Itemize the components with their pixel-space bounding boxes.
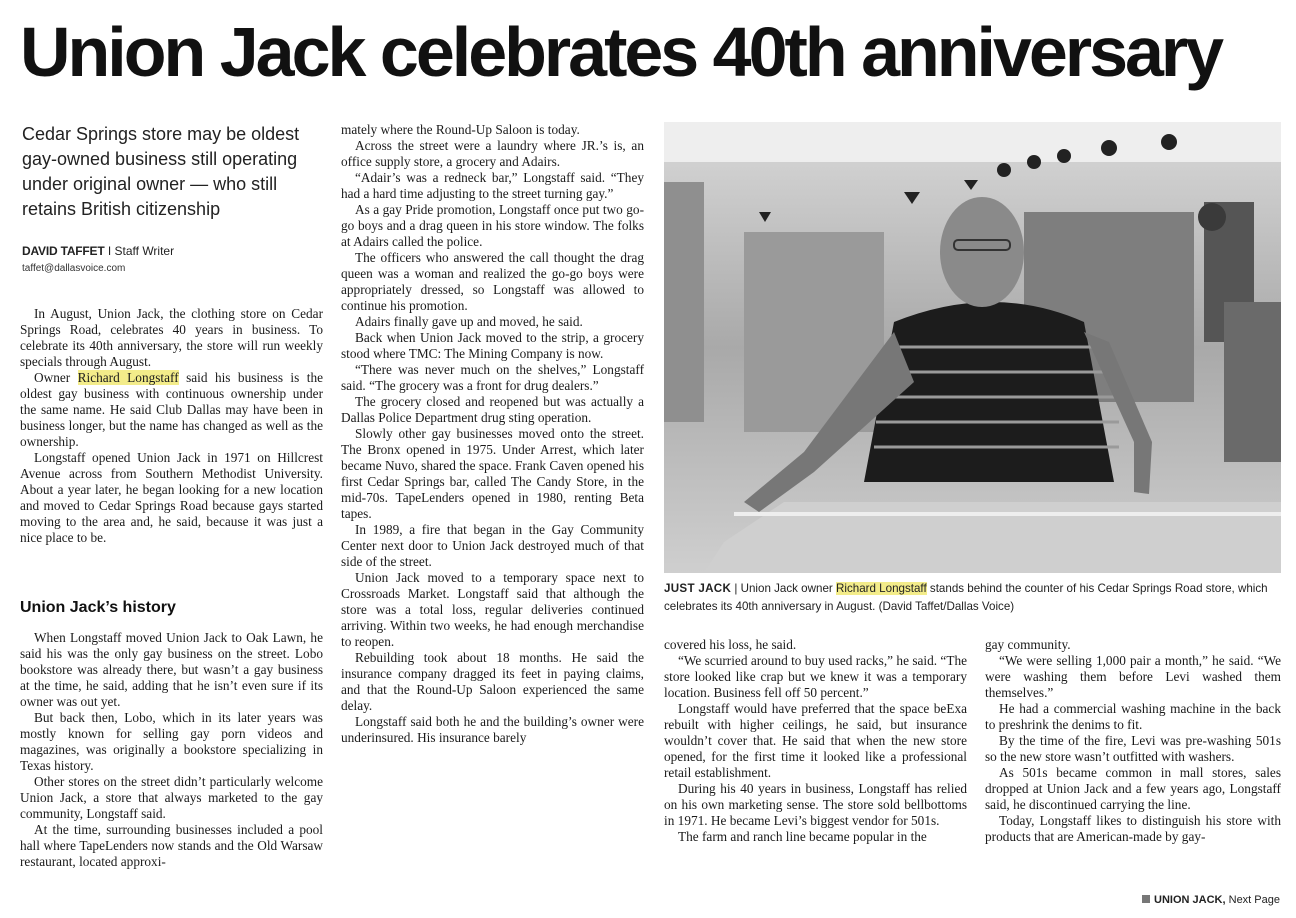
paragraph: covered his loss, he said. <box>664 637 797 652</box>
jump-text: Next Page <box>1228 894 1280 906</box>
paragraph: The grocery closed and reopened but was actually a Dallas Police Department drug sting operation. <box>341 394 644 425</box>
left-wall <box>664 182 704 422</box>
paragraph: Back when Union Jack moved to the strip, a grocery stood where TMC: The Mining Company is now. <box>341 330 644 361</box>
paragraph: gay community. <box>985 637 1071 652</box>
caption-lead: JUST JACK <box>664 582 732 595</box>
paragraph: “We scurried around to buy used racks,” he said. “The store looked like crap but we knew it was a temporary location. Business fell off 50 percent.” <box>664 653 967 700</box>
photo <box>664 122 1281 573</box>
paragraph: The officers who answered the call thought the drag queen was a woman and realized the go-go boys were appropriately dressed, so Longstaff was allowed to continue his promotion. <box>341 250 644 313</box>
paragraph: In August, Union Jack, the clothing store on Cedar Springs Road, celebrates 40 years in business. To celebrate its 40th anniversary, the store will run weekly specials through August. <box>20 306 323 369</box>
column-2 <box>341 122 644 746</box>
byline <box>22 240 174 276</box>
headline: Union Jack celebrates 40th anniversary <box>20 13 1222 91</box>
paragraph: Longstaff would have preferred that the space beExa rebuilt with higher ceilings, he said, but insurance wouldn’t cover that. He said that when the new store opened, for the first time it looked like a professional retail establishment. <box>664 701 967 780</box>
paragraph: By the time of the fire, Levi was pre-washing 501s so the new store wasn’t outfitted with washers. <box>985 733 1281 764</box>
paragraph <box>20 370 323 450</box>
paragraph: “We were selling 1,000 pair a month,” he said. “We were washing them before Levi washed them themselves.” <box>985 653 1281 700</box>
paragraph: At the time, surrounding businesses included a pool hall where TapeLenders now stands and the Old Warsaw restaurant, located approxi- <box>20 822 323 869</box>
store-photo <box>664 122 1281 573</box>
highlighted-name: Richard Longstaff <box>836 582 927 595</box>
subhead: Union Jack’s history <box>20 599 176 616</box>
paragraph: Rebuilding took about 18 months. He said the insurance company dragged its feet in paying claims, and that the Round-Up Saloon experienced the same delay. <box>341 650 644 713</box>
text: said his business is the oldest gay business with continuous ownership under the same name. He said Club Dallas may have been in business longer, but the name has changed as well as the ownership. <box>20 370 323 449</box>
paragraph: mately where the Round-Up Saloon is today. <box>341 122 580 137</box>
mannequin-head <box>1198 203 1226 231</box>
paragraph: Across the street were a laundry where JR.’s is, an office supply store, a grocery and Adairs. <box>341 138 644 169</box>
paragraph: Union Jack moved to a temporary space next to Crossroads Market. Longstaff said that although the store was a total loss, regular deliveries continued arriving. Within two weeks, he had enough merchandise to reopen. <box>341 570 644 649</box>
paragraph: Today, Longstaff likes to distinguish his store with products that are American-made by gay- <box>985 813 1281 844</box>
paragraph: He had a commercial washing machine in the back to preshrink the denims to fit. <box>985 701 1281 732</box>
byline-separator: I <box>107 244 112 258</box>
paragraph: But back then, Lobo, which in its later years was mostly known for selling gay porn videos and magazines, was originally a bookstore specializing in Texas history. <box>20 710 323 773</box>
highlighted-name: Richard Longstaff <box>77 370 179 385</box>
caption-separator: | <box>734 582 738 595</box>
byline-email[interactable]: taffet@dallasvoice.com <box>22 263 126 274</box>
clothing-rack-right <box>1224 302 1281 462</box>
column-4 <box>985 637 1281 845</box>
paragraph: As a gay Pride promotion, Longstaff once put two go-go boys and a drag queen in his store window. The folks at Adairs called the police. <box>341 202 644 249</box>
square-bullet-icon <box>1142 895 1150 903</box>
paragraph: Longstaff opened Union Jack in 1971 on Hillcrest Avenue across from Southern Methodist University. About a year later, he began looking for a new location and moved to Cedar Springs Road because gays started moving to the area and, he said, because it was just a nice place to be. <box>20 450 323 545</box>
paragraph: Slowly other gay businesses moved onto the street. The Bronx opened in 1975. Under Arrest, which later became Nuvo, shared the space. Frank Caven opened his first Cedar Springs bar, called The Candy Store, in the mid-70s. TapeLenders opened in 1980, renting Beta tapes. <box>341 426 644 521</box>
paragraph: Longstaff said both he and the building’s owner were underinsured. His insurance barely <box>341 714 644 745</box>
jump-label: UNION JACK, <box>1154 894 1226 906</box>
paragraph: “There was never much on the shelves,” Longstaff said. “The grocery was a front for drug dealers.” <box>341 362 644 393</box>
counter-edge <box>734 512 1281 516</box>
paragraph: During his 40 years in business, Longstaff has relied on his own marketing sense. The store sold bellbottoms in 1971. He became Levi’s biggest vendor for 501s. <box>664 781 967 828</box>
paragraph: Adairs finally gave up and moved, he said. <box>355 314 583 329</box>
column-1-bottom <box>20 630 323 870</box>
paragraph: In 1989, a fire that began in the Gay Community Center next door to Union Jack destroyed much of that side of the street. <box>341 522 644 569</box>
caption-text: Union Jack owner <box>740 582 833 595</box>
byline-role: Staff Writer <box>114 244 175 258</box>
deck: Cedar Springs store may be oldest gay-owned business still operating under original owner — who still retains British citizenship <box>22 124 300 219</box>
column-3 <box>664 637 967 845</box>
paragraph: Other stores on the street didn’t particularly welcome Union Jack, a store that always marketed to the gay community, Longstaff said. <box>20 774 323 821</box>
ceiling <box>664 122 1281 162</box>
photo-caption <box>664 580 1281 616</box>
byline-name: DAVID TAFFET <box>22 244 105 258</box>
paragraph: The farm and ranch line became popular in the <box>678 829 927 844</box>
paragraph: “Adair’s was a redneck bar,” Longstaff said. “They had a hard time adjusting to the street turning gay.” <box>341 170 644 201</box>
jump-line[interactable] <box>1142 892 1280 908</box>
paragraph: When Longstaff moved Union Jack to Oak Lawn, he said his was the only gay business on the street. Lobo bookstore was already there, but wasn’t a gay business at the time, he said, adding that he isn’t even sure if its owner was out yet. <box>20 630 323 709</box>
column-1-top <box>20 306 323 546</box>
text: Owner <box>34 370 71 385</box>
caption-text: stands behind the counter of his Cedar Springs Road store, which celebrates its 40th anniversary in August. (David Taffet/Dallas Voice) <box>664 582 1268 613</box>
paragraph: As 501s became common in mall stores, sales dropped at Union Jack and a few years ago, Longstaff said, he discontinued carrying the line. <box>985 765 1281 812</box>
